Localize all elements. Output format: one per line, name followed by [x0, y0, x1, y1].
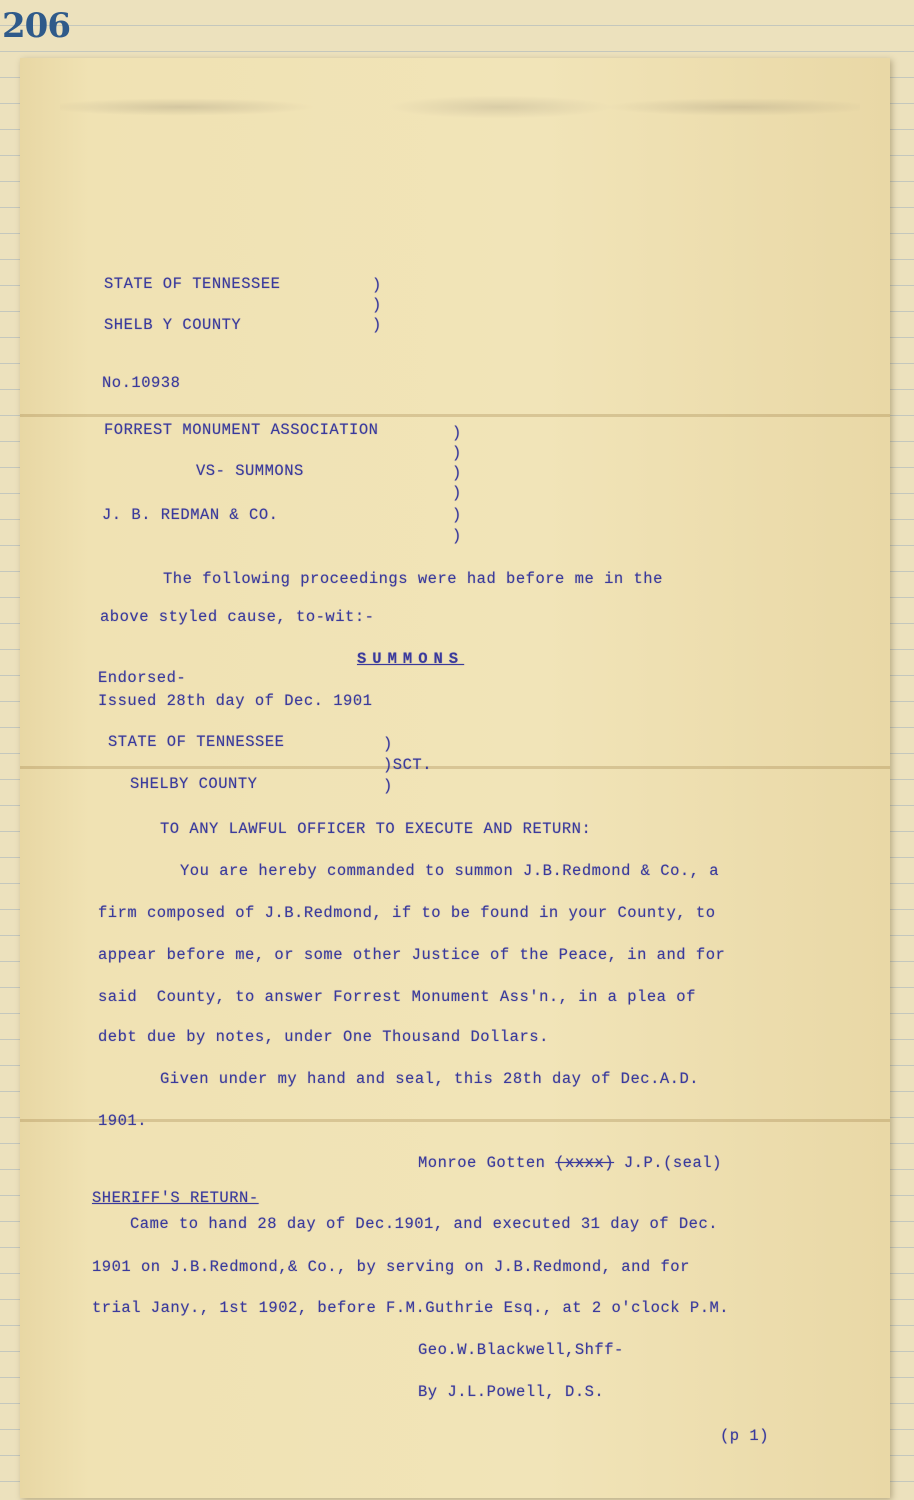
justice-title: J.P.(seal): [623, 1154, 722, 1172]
page-footer: (p 1): [720, 1427, 770, 1445]
bracket: ): [452, 444, 462, 462]
plaintiff: FORREST MONUMENT ASSOCIATION: [104, 421, 379, 439]
sheriffs-return-heading: SHERIFF'S RETURN-: [92, 1189, 259, 1207]
venue-county: SHELBY COUNTY: [130, 775, 258, 793]
bracket: ): [452, 527, 462, 545]
fold-line: [20, 414, 890, 417]
body-line-3: appear before me, or some other Justice of the Peace, in and for: [98, 946, 726, 964]
letterhead-watermark: [60, 62, 860, 152]
bracket: ): [372, 276, 382, 294]
return-line-1: Came to hand 28 day of Dec.1901, and executed 31 day of Dec.: [130, 1215, 719, 1233]
fold-line: [20, 766, 890, 769]
justice-signature: [418, 1154, 722, 1172]
body-line-5: debt due by notes, under One Thousand Dollars.: [98, 1028, 549, 1046]
bracket: ): [372, 296, 382, 314]
fold-line: [20, 1119, 890, 1122]
page-number: 206: [2, 6, 70, 46]
bracket: ): [372, 316, 382, 334]
bracket: ): [452, 424, 462, 442]
bracket: ): [383, 777, 393, 795]
versus-summons: VS- SUMMONS: [196, 462, 304, 480]
defendant: J. B. REDMAN & CO.: [102, 506, 279, 524]
issued-date: Issued 28th day of Dec. 1901: [98, 692, 373, 710]
justice-name: Monroe Gotten: [418, 1154, 546, 1172]
body-line-2: firm composed of J.B.Redmond, if to be found in your County, to: [98, 904, 716, 922]
venue-state: STATE OF TENNESSEE: [108, 733, 285, 751]
bracket: ): [452, 506, 462, 524]
caption-county: SHELB Y COUNTY: [104, 316, 242, 334]
body-line-4: said County, to answer Forrest Monument Ass'n., in a plea of: [98, 988, 696, 1006]
body-line-1: You are hereby commanded to summon J.B.Redmond & Co., a: [180, 862, 720, 880]
bracket: ): [383, 735, 393, 753]
bracket: ): [452, 464, 462, 482]
intro-line-1: The following proceedings were had before me in the: [163, 570, 663, 588]
given-line-2: 1901.: [98, 1112, 148, 1130]
endorsed-label: Endorsed-: [98, 669, 187, 687]
officer-heading: TO ANY LAWFUL OFFICER TO EXECUTE AND RETURN:: [160, 820, 592, 838]
given-line-1: Given under my hand and seal, this 28th day of Dec.A.D.: [160, 1070, 700, 1088]
bracket: ): [452, 484, 462, 502]
summons-heading: SUMMONS: [357, 650, 465, 668]
struck-text: (xxxx): [555, 1154, 615, 1172]
return-line-3: trial Jany., 1st 1902, before F.M.Guthrie Esq., at 2 o'clock P.M.: [92, 1299, 730, 1317]
venue-sct: )SCT.: [383, 756, 433, 774]
intro-line-2: above styled cause, to-wit:-: [100, 608, 375, 626]
caption-state: STATE OF TENNESSEE: [104, 275, 281, 293]
deputy-signature: By J.L.Powell, D.S.: [418, 1383, 605, 1401]
case-number: No.10938: [102, 374, 181, 392]
sheriff-signature: Geo.W.Blackwell,Shff-: [418, 1341, 624, 1359]
return-line-2: 1901 on J.B.Redmond,& Co., by serving on J.B.Redmond, and for: [92, 1258, 690, 1276]
